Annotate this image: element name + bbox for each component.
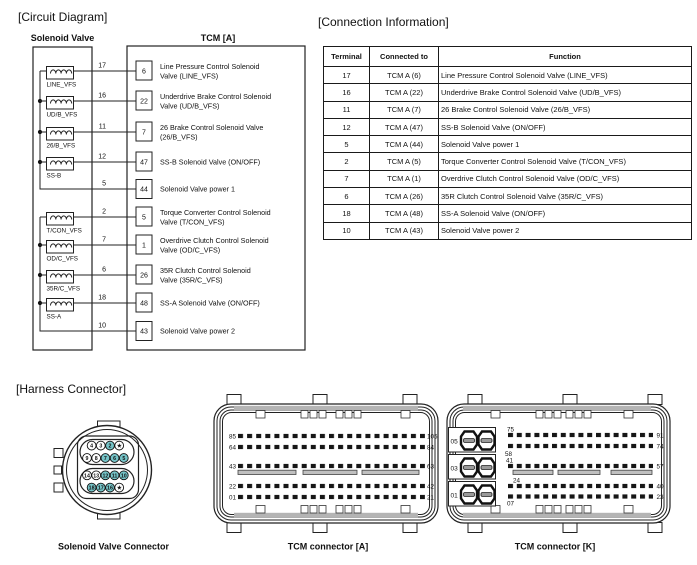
terminal-number: 6 xyxy=(102,266,106,274)
pin-row xyxy=(83,471,129,480)
function-text: Torque Converter Control Solenoid xyxy=(160,208,271,217)
svg-text:41: 41 xyxy=(506,457,514,465)
tcm-pin-number: 43 xyxy=(140,328,148,336)
pin-number: 11 xyxy=(111,473,118,480)
function-text: Solenoid Valve power 2 xyxy=(160,326,235,336)
coil-26b-vfs xyxy=(47,128,76,150)
pin-number: 14 xyxy=(84,473,90,480)
svg-text:43: 43 xyxy=(228,463,236,471)
big-pin-block xyxy=(449,428,496,453)
tcm-pin-number: 1 xyxy=(142,242,146,250)
svg-text:24: 24 xyxy=(513,477,521,485)
table-row: 5 TCM A (44) Solenoid Valve power 1 xyxy=(324,136,692,153)
coil-tcon-vfs xyxy=(47,213,82,235)
solenoid-valve-heading: Solenoid Valve xyxy=(30,33,95,43)
function-text: Valve (UD/B_VFS) xyxy=(160,101,220,111)
terminal-number: 11 xyxy=(98,123,106,131)
function-text: Valve (T/CON_VFS) xyxy=(160,217,225,227)
connector-left-lug xyxy=(54,449,63,458)
table-header-row xyxy=(324,47,692,67)
circuit-diagram xyxy=(31,33,305,350)
svg-text:63: 63 xyxy=(427,463,435,471)
tcm-pin-number: 6 xyxy=(142,68,146,76)
coil-label: UD/B_VFS xyxy=(46,111,78,119)
circuit-row xyxy=(40,207,271,227)
table-row: 18 TCM A (48) SS-A Solenoid Valve (ON/OFF) xyxy=(324,205,692,222)
coil-label: OD/C_VFS xyxy=(46,255,78,263)
svg-text:57: 57 xyxy=(656,463,664,471)
col-header-connected-to: Connected to xyxy=(370,47,439,67)
terminal-number: 17 xyxy=(98,62,106,70)
terminal-number: 18 xyxy=(98,294,106,302)
svg-text:22: 22 xyxy=(228,483,236,491)
tcm-pin-number: 7 xyxy=(142,129,146,137)
svg-text:75: 75 xyxy=(507,426,515,434)
function-text: Overdrive Clutch Control Solenoid xyxy=(160,236,269,245)
connector-left-lug xyxy=(54,466,62,474)
pin-number: 9 xyxy=(85,456,89,462)
coil-label: LINE_VFS xyxy=(46,81,77,89)
tcm-pin-number: 5 xyxy=(142,214,146,222)
big-pin-label: 01 xyxy=(450,492,458,500)
svg-text:40: 40 xyxy=(656,483,664,491)
circuit-row xyxy=(40,235,269,255)
tcm-k-connector-label: TCM connector [K] xyxy=(514,541,596,552)
function-text: SS-A Solenoid Valve (ON/OFF) xyxy=(160,298,260,308)
table-row: 2 TCM A (5) Torque Converter Control Solenoid Valve (T/CON_VFS) xyxy=(324,153,692,170)
terminal-number: 2 xyxy=(102,208,106,216)
tcm-a-connector-label: TCM connector [A] xyxy=(287,541,369,552)
pin-number: 12 xyxy=(102,473,109,480)
function-text: (26/B_VFS) xyxy=(160,132,198,142)
table-row: 11 TCM A (7) 26 Brake Control Solenoid Valve (26/B_VFS) xyxy=(324,101,692,118)
pin-number: 6 xyxy=(113,456,117,462)
svg-text:64: 64 xyxy=(228,444,236,452)
solenoid-valve-connector xyxy=(54,421,170,552)
svg-text:21: 21 xyxy=(427,494,435,502)
svg-text:84: 84 xyxy=(427,444,435,452)
coil-line-vfs xyxy=(47,67,77,89)
harness-connector-title: [Harness Connector] xyxy=(16,382,127,396)
table-row: 10 TCM A (43) Solenoid Valve power 2 xyxy=(324,222,692,239)
tcm-pin-number: 22 xyxy=(140,98,148,106)
function-text: Valve (LINE_VFS) xyxy=(160,71,219,81)
svg-text:42: 42 xyxy=(427,483,435,491)
pin-number: 10 xyxy=(120,473,127,480)
circuit-row xyxy=(40,91,271,111)
tcm-a-heading: TCM [A] xyxy=(200,33,236,43)
pin-number: 18 xyxy=(88,485,95,492)
coil-ss-b xyxy=(47,158,74,180)
terminal-number: 10 xyxy=(98,322,106,330)
connector-left-lug xyxy=(54,483,63,492)
big-pin-block xyxy=(449,455,496,480)
coil-ss-a xyxy=(47,299,74,321)
terminal-number: 5 xyxy=(102,180,106,188)
table-row: 7 TCM A (1) Overdrive Clutch Control Solenoid Valve (OD/C_VFS) xyxy=(324,170,692,187)
big-pin-block xyxy=(449,482,496,507)
svg-text:07: 07 xyxy=(507,500,515,508)
coil-label: 26/B_VFS xyxy=(46,142,76,150)
pin-number: 17 xyxy=(97,485,104,492)
col-header-terminal: Terminal xyxy=(324,47,370,67)
pin-number: 8 xyxy=(94,456,98,462)
table-row: 12 TCM A (47) SS-B Solenoid Valve (ON/OFF) xyxy=(324,118,692,135)
function-text: SS-B Solenoid Valve (ON/OFF) xyxy=(160,157,261,167)
function-text: 26 Brake Control Solenoid Valve xyxy=(160,123,264,132)
tcm-pin-number: 48 xyxy=(140,300,148,308)
tcm-pin-number: 26 xyxy=(140,272,148,280)
svg-text:58: 58 xyxy=(505,451,513,458)
table-row: 17 TCM A (6) Line Pressure Control Solenoid Valve (LINE_VFS) xyxy=(324,67,692,84)
col-header-function: Function xyxy=(439,47,692,67)
svg-text:85: 85 xyxy=(228,433,236,441)
svg-text:105: 105 xyxy=(427,433,438,441)
big-pin-label: 05 xyxy=(450,438,458,446)
pin-number: 13 xyxy=(93,473,100,480)
function-text: Solenoid Valve power 1 xyxy=(160,184,235,194)
table-row: 6 TCM A (26) 35R Clutch Control Solenoid Valve (35R/C_VFS) xyxy=(324,188,692,205)
terminal-number: 7 xyxy=(102,236,106,244)
pin-number: 3 xyxy=(99,443,103,450)
function-text: Valve (35R/C_VFS) xyxy=(160,275,223,285)
tcm-pin-number: 44 xyxy=(140,186,148,194)
terminal-number: 16 xyxy=(98,92,106,100)
circuit-diagram-title: [Circuit Diagram] xyxy=(18,10,108,24)
big-pin-label: 03 xyxy=(450,465,458,473)
pin-number: 5 xyxy=(122,456,126,462)
coil-label: 35R/C_VFS xyxy=(46,285,81,293)
pin-number: 2 xyxy=(108,443,112,450)
svg-text:23: 23 xyxy=(656,493,664,501)
svg-text:74: 74 xyxy=(656,443,664,451)
coil-odc-vfs xyxy=(47,241,79,263)
solenoid-connector-label: Solenoid Valve Connector xyxy=(57,541,170,552)
coil-label: SS-B xyxy=(46,172,62,180)
pin-number: ★ xyxy=(116,443,122,450)
pin-number: 7 xyxy=(103,456,107,462)
tcm-connector-a xyxy=(214,395,438,552)
connection-information-title: [Connection Information] xyxy=(318,15,449,29)
pin-number: 16 xyxy=(107,485,113,492)
table-row: 16 TCM A (22) Underdrive Brake Control Solenoid Valve (UD/B_VFS) xyxy=(324,84,692,101)
tcm-pin-number: 47 xyxy=(140,159,148,167)
function-text: Underdrive Brake Control Solenoid xyxy=(160,92,272,101)
pin-row xyxy=(83,454,129,463)
pin-number: 4 xyxy=(90,443,94,450)
connection-information-table xyxy=(323,46,692,240)
pin-number: ★ xyxy=(116,485,122,492)
function-text: Line Pressure Control Solenoid xyxy=(160,62,260,71)
terminal-number: 12 xyxy=(98,153,106,161)
coil-udb-vfs xyxy=(47,97,78,119)
coil-label: SS-A xyxy=(46,313,62,321)
svg-text:01: 01 xyxy=(228,494,236,502)
coil-35rc-vfs xyxy=(47,271,81,293)
function-text: Valve (OD/C_VFS) xyxy=(160,245,221,255)
tcm-connector-k xyxy=(447,395,670,552)
function-text: 35R Clutch Control Solenoid xyxy=(160,266,251,275)
coil-label: T/CON_VFS xyxy=(46,227,82,235)
svg-text:91: 91 xyxy=(656,432,664,440)
